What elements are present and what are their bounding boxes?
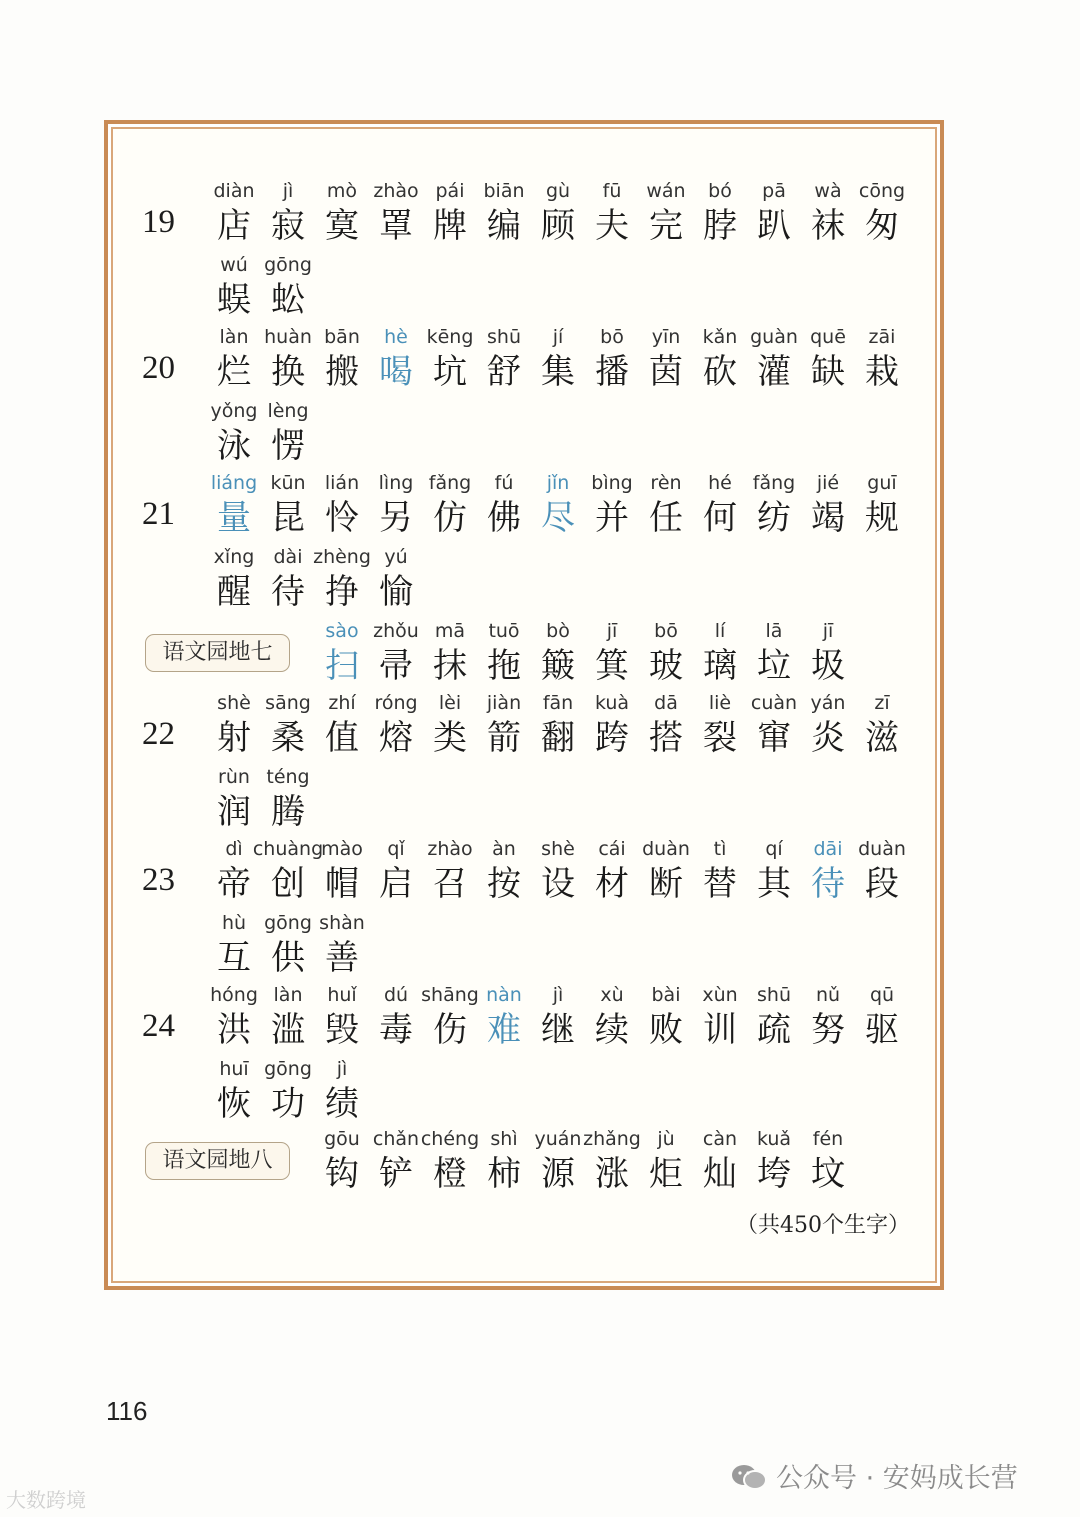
hanzi: 帽 <box>325 864 359 904</box>
pinyin: shì <box>490 1128 518 1150</box>
pinyin: dú <box>383 984 409 1006</box>
pinyin: huàn <box>264 326 312 348</box>
character-cell <box>368 544 424 614</box>
vocabulary-table-frame <box>104 120 944 1290</box>
hanzi: 醒 <box>217 572 251 612</box>
unit-section-tag: 语文园地七 <box>145 634 290 672</box>
hanzi: 璃 <box>703 646 737 686</box>
hanzi: 播 <box>595 352 629 392</box>
pinyin: mào <box>321 838 363 860</box>
hanzi: 帝 <box>217 864 251 904</box>
hanzi: 尽 <box>541 498 575 538</box>
pinyin: fǎng <box>428 472 472 494</box>
vocab-row <box>108 690 940 760</box>
hanzi: 疏 <box>757 1010 791 1050</box>
hanzi: 烂 <box>217 352 251 392</box>
pinyin: róng <box>374 692 418 714</box>
pinyin: shàn <box>319 912 365 934</box>
pinyin: liè <box>708 692 732 714</box>
pinyin: huǐ <box>327 984 357 1006</box>
pinyin: shè <box>217 692 251 714</box>
pinyin: lí <box>714 620 726 642</box>
lesson-number: 24 <box>142 1008 175 1044</box>
pinyin: wà <box>814 180 842 202</box>
pinyin: jì <box>336 1058 348 1080</box>
hanzi: 何 <box>703 498 737 538</box>
pinyin: shū <box>487 326 521 348</box>
hanzi: 翻 <box>541 718 575 758</box>
hanzi: 寞 <box>325 206 359 246</box>
pinyin: jì <box>282 180 294 202</box>
hanzi: 量 <box>217 498 251 538</box>
pinyin: kǎn <box>702 326 738 348</box>
pinyin: zhào <box>373 180 419 202</box>
pinyin: jī <box>822 620 834 642</box>
hanzi: 愉 <box>379 572 413 612</box>
pinyin: càn <box>702 1128 738 1150</box>
hanzi: 坑 <box>433 352 467 392</box>
pinyin: jiàn <box>486 692 522 714</box>
pinyin: zhèng <box>313 546 371 568</box>
pinyin: shāng <box>421 984 479 1006</box>
pinyin: làn <box>273 984 303 1006</box>
pinyin: fén <box>812 1128 844 1150</box>
hanzi: 帚 <box>379 646 413 686</box>
pinyin: dài <box>273 546 303 568</box>
hanzi: 熔 <box>379 718 413 758</box>
hanzi: 伤 <box>433 1010 467 1050</box>
hanzi: 抹 <box>433 646 467 686</box>
hanzi: 桑 <box>271 718 305 758</box>
character-cell <box>260 398 316 468</box>
hanzi: 训 <box>703 1010 737 1050</box>
hanzi: 创 <box>271 864 305 904</box>
pinyin: gōu <box>324 1128 360 1150</box>
hanzi: 泳 <box>217 426 251 466</box>
hanzi: 圾 <box>811 646 845 686</box>
pinyin: cái <box>598 838 626 860</box>
pinyin: xǐng <box>213 546 255 568</box>
hanzi: 箕 <box>595 646 629 686</box>
pinyin: diàn <box>213 180 255 202</box>
hanzi: 喝 <box>379 352 413 392</box>
hanzi: 仿 <box>433 498 467 538</box>
pinyin: duàn <box>642 838 690 860</box>
hanzi: 舒 <box>487 352 521 392</box>
pinyin: gōng <box>264 912 312 934</box>
hanzi: 铲 <box>379 1154 413 1194</box>
total-characters-note: （共450个生字） <box>736 1213 910 1238</box>
pinyin: chéng <box>420 1128 480 1150</box>
hanzi: 灌 <box>757 352 791 392</box>
hanzi: 腾 <box>271 792 305 832</box>
pinyin: lìng <box>378 472 414 494</box>
character-cell <box>854 836 910 906</box>
hanzi: 蚣 <box>271 280 305 320</box>
pinyin: dāi <box>813 838 843 860</box>
hanzi: 类 <box>433 718 467 758</box>
pinyin: fǎng <box>752 472 796 494</box>
hanzi: 设 <box>541 864 575 904</box>
hanzi: 启 <box>379 864 413 904</box>
pinyin: sào <box>325 620 359 642</box>
pinyin: bài <box>651 984 681 1006</box>
pinyin: kēng <box>426 326 474 348</box>
pinyin: zhǒu <box>373 620 419 642</box>
pinyin: dì <box>225 838 243 860</box>
hanzi: 驱 <box>865 1010 899 1050</box>
hanzi: 箭 <box>487 718 521 758</box>
pinyin: yán <box>810 692 846 714</box>
hanzi: 绩 <box>325 1084 359 1124</box>
pinyin: jí <box>552 326 564 348</box>
hanzi: 柿 <box>487 1154 521 1194</box>
unit-section-tag: 语文园地八 <box>145 1142 290 1180</box>
pinyin: hé <box>708 472 732 494</box>
hanzi: 炬 <box>649 1154 683 1194</box>
hanzi: 罩 <box>379 206 413 246</box>
pinyin: shū <box>757 984 791 1006</box>
hanzi: 难 <box>487 1010 521 1050</box>
pinyin: téng <box>266 766 310 788</box>
hanzi: 互 <box>217 938 251 978</box>
pinyin: jǐn <box>546 472 570 494</box>
hanzi: 灿 <box>703 1154 737 1194</box>
pinyin: liáng <box>210 472 258 494</box>
pinyin: tuō <box>488 620 520 642</box>
hanzi: 任 <box>649 498 683 538</box>
hanzi: 玻 <box>649 646 683 686</box>
vocab-row <box>108 764 940 834</box>
pinyin: gù <box>545 180 571 202</box>
hanzi: 跨 <box>595 718 629 758</box>
hanzi: 功 <box>271 1084 305 1124</box>
hanzi: 源 <box>541 1154 575 1194</box>
vocab-row <box>108 1126 940 1196</box>
watermark-wechat-text: 公众号 · 安妈成长营 <box>776 1463 1018 1494</box>
character-cell <box>854 178 910 248</box>
hanzi: 搭 <box>649 718 683 758</box>
wechat-icon <box>730 1463 768 1491</box>
lesson-number: 19 <box>142 204 175 240</box>
pinyin: nǔ <box>815 984 841 1006</box>
hanzi: 段 <box>865 864 899 904</box>
pinyin: guàn <box>750 326 798 348</box>
hanzi: 坟 <box>811 1154 845 1194</box>
vocab-row <box>108 1056 940 1126</box>
pinyin: jì <box>552 984 564 1006</box>
character-cell <box>854 324 910 394</box>
pinyin: dā <box>654 692 678 714</box>
pinyin: cuàn <box>750 692 798 714</box>
hanzi: 夫 <box>595 206 629 246</box>
hanzi: 并 <box>595 498 629 538</box>
pinyin: zhí <box>328 692 356 714</box>
pinyin: rùn <box>218 766 250 788</box>
hanzi: 滥 <box>271 1010 305 1050</box>
pinyin: qí <box>765 838 783 860</box>
hanzi: 搬 <box>325 352 359 392</box>
hanzi: 待 <box>811 864 845 904</box>
lesson-number: 23 <box>142 862 175 898</box>
hanzi: 努 <box>811 1010 845 1050</box>
character-cell <box>260 764 316 834</box>
pinyin: zhào <box>427 838 473 860</box>
hanzi: 按 <box>487 864 521 904</box>
lesson-number: 22 <box>142 716 175 752</box>
hanzi: 寂 <box>271 206 305 246</box>
lesson-number: 21 <box>142 496 175 532</box>
hanzi: 射 <box>217 718 251 758</box>
pinyin: qū <box>869 984 895 1006</box>
pinyin: pā <box>762 180 786 202</box>
hanzi: 愣 <box>271 426 305 466</box>
pinyin: kuà <box>594 692 630 714</box>
hanzi: 店 <box>217 206 251 246</box>
vocab-row <box>108 252 940 322</box>
pinyin: gōng <box>264 1058 312 1080</box>
hanzi: 拖 <box>487 646 521 686</box>
hanzi: 垃 <box>757 646 791 686</box>
vocab-row <box>108 470 940 540</box>
vocab-row <box>108 836 940 906</box>
pinyin: zhǎng <box>583 1128 641 1150</box>
hanzi: 缺 <box>811 352 845 392</box>
pinyin: tì <box>713 838 727 860</box>
hanzi: 佛 <box>487 498 521 538</box>
watermark-left: 大数跨境 <box>6 1488 86 1512</box>
pinyin: mā <box>434 620 466 642</box>
character-cell <box>854 982 910 1052</box>
pinyin: yīn <box>651 326 681 348</box>
vocab-row <box>108 910 940 980</box>
hanzi: 规 <box>865 498 899 538</box>
hanzi: 其 <box>757 864 791 904</box>
hanzi: 砍 <box>703 352 737 392</box>
hanzi: 供 <box>271 938 305 978</box>
pinyin: qǐ <box>387 838 405 860</box>
pinyin: pái <box>435 180 465 202</box>
pinyin: lèng <box>267 400 309 422</box>
hanzi: 脖 <box>703 206 737 246</box>
hanzi: 扫 <box>325 646 359 686</box>
pinyin: bó <box>708 180 732 202</box>
hanzi: 待 <box>271 572 305 612</box>
vocab-row <box>108 982 940 1052</box>
hanzi: 茵 <box>649 352 683 392</box>
hanzi: 召 <box>433 864 467 904</box>
hanzi: 垮 <box>757 1154 791 1194</box>
hanzi: 橙 <box>433 1154 467 1194</box>
pinyin: kūn <box>270 472 306 494</box>
hanzi: 洪 <box>217 1010 251 1050</box>
hanzi: 匆 <box>865 206 899 246</box>
pinyin: làn <box>219 326 249 348</box>
vocab-row <box>108 544 940 614</box>
character-cell <box>800 1126 856 1196</box>
hanzi: 牌 <box>433 206 467 246</box>
pinyin: hù <box>221 912 247 934</box>
hanzi: 趴 <box>757 206 791 246</box>
hanzi: 善 <box>325 938 359 978</box>
pinyin: bō <box>600 326 624 348</box>
lesson-number: 20 <box>142 350 175 386</box>
hanzi: 毁 <box>325 1010 359 1050</box>
pinyin: zī <box>874 692 890 714</box>
pinyin: wú <box>220 254 248 276</box>
pinyin: bò <box>546 620 570 642</box>
hanzi: 竭 <box>811 498 845 538</box>
pinyin: quē <box>810 326 846 348</box>
hanzi: 换 <box>271 352 305 392</box>
pinyin: jù <box>657 1128 675 1150</box>
hanzi: 怜 <box>325 498 359 538</box>
pinyin: bō <box>654 620 678 642</box>
pinyin: chuàng <box>252 838 324 860</box>
hanzi: 润 <box>217 792 251 832</box>
hanzi: 材 <box>595 864 629 904</box>
hanzi: 挣 <box>325 572 359 612</box>
pinyin: xùn <box>702 984 738 1006</box>
pinyin: chǎn <box>372 1128 420 1150</box>
hanzi: 完 <box>649 206 683 246</box>
character-cell <box>314 1056 370 1126</box>
pinyin: xù <box>600 984 624 1006</box>
hanzi: 炎 <box>811 718 845 758</box>
hanzi: 簸 <box>541 646 575 686</box>
hanzi: 续 <box>595 1010 629 1050</box>
pinyin: lā <box>765 620 783 642</box>
vocab-row <box>108 618 940 688</box>
pinyin: sāng <box>265 692 311 714</box>
pinyin: gōng <box>264 254 312 276</box>
pinyin: hè <box>384 326 408 348</box>
pinyin: àn <box>492 838 516 860</box>
pinyin: bìng <box>591 472 633 494</box>
hanzi: 窜 <box>757 718 791 758</box>
hanzi: 毒 <box>379 1010 413 1050</box>
pinyin: bān <box>324 326 360 348</box>
character-cell <box>314 910 370 980</box>
character-cell <box>800 618 856 688</box>
hanzi: 另 <box>379 498 413 538</box>
character-cell <box>854 470 910 540</box>
pinyin: yuán <box>534 1128 582 1150</box>
pinyin: rèn <box>650 472 682 494</box>
hanzi: 栽 <box>865 352 899 392</box>
pinyin: guī <box>867 472 897 494</box>
vocab-row <box>108 398 940 468</box>
pinyin: hóng <box>210 984 258 1006</box>
hanzi: 袜 <box>811 206 845 246</box>
pinyin: fān <box>542 692 574 714</box>
pinyin: shè <box>541 838 575 860</box>
pinyin: biān <box>483 180 525 202</box>
hanzi: 纺 <box>757 498 791 538</box>
pinyin: cōng <box>858 180 906 202</box>
hanzi: 编 <box>487 206 521 246</box>
pinyin: nàn <box>486 984 522 1006</box>
pinyin: fú <box>494 472 514 494</box>
pinyin: wán <box>646 180 686 202</box>
hanzi: 断 <box>649 864 683 904</box>
pinyin: lèi <box>438 692 462 714</box>
hanzi: 值 <box>325 718 359 758</box>
hanzi: 蜈 <box>217 280 251 320</box>
hanzi: 替 <box>703 864 737 904</box>
pinyin: yú <box>384 546 408 568</box>
hanzi: 钩 <box>325 1154 359 1194</box>
watermark-wechat <box>730 1456 1018 1495</box>
hanzi: 继 <box>541 1010 575 1050</box>
page-number: 116 <box>106 1396 148 1426</box>
hanzi: 裂 <box>703 718 737 758</box>
hanzi: 昆 <box>271 498 305 538</box>
pinyin: jié <box>816 472 840 494</box>
pinyin: huī <box>219 1058 249 1080</box>
pinyin: zāi <box>868 326 896 348</box>
pinyin: lián <box>324 472 360 494</box>
hanzi: 败 <box>649 1010 683 1050</box>
pinyin: kuǎ <box>756 1128 792 1150</box>
vocab-row <box>108 178 940 248</box>
pinyin: fū <box>602 180 622 202</box>
character-cell <box>854 690 910 760</box>
vocab-row <box>108 324 940 394</box>
character-cell <box>260 252 316 322</box>
pinyin: yǒng <box>210 400 258 422</box>
pinyin: jī <box>606 620 618 642</box>
hanzi: 涨 <box>595 1154 629 1194</box>
hanzi: 恢 <box>217 1084 251 1124</box>
hanzi: 集 <box>541 352 575 392</box>
pinyin: mò <box>326 180 358 202</box>
hanzi: 顾 <box>541 206 575 246</box>
pinyin: duàn <box>858 838 906 860</box>
hanzi: 滋 <box>865 718 899 758</box>
